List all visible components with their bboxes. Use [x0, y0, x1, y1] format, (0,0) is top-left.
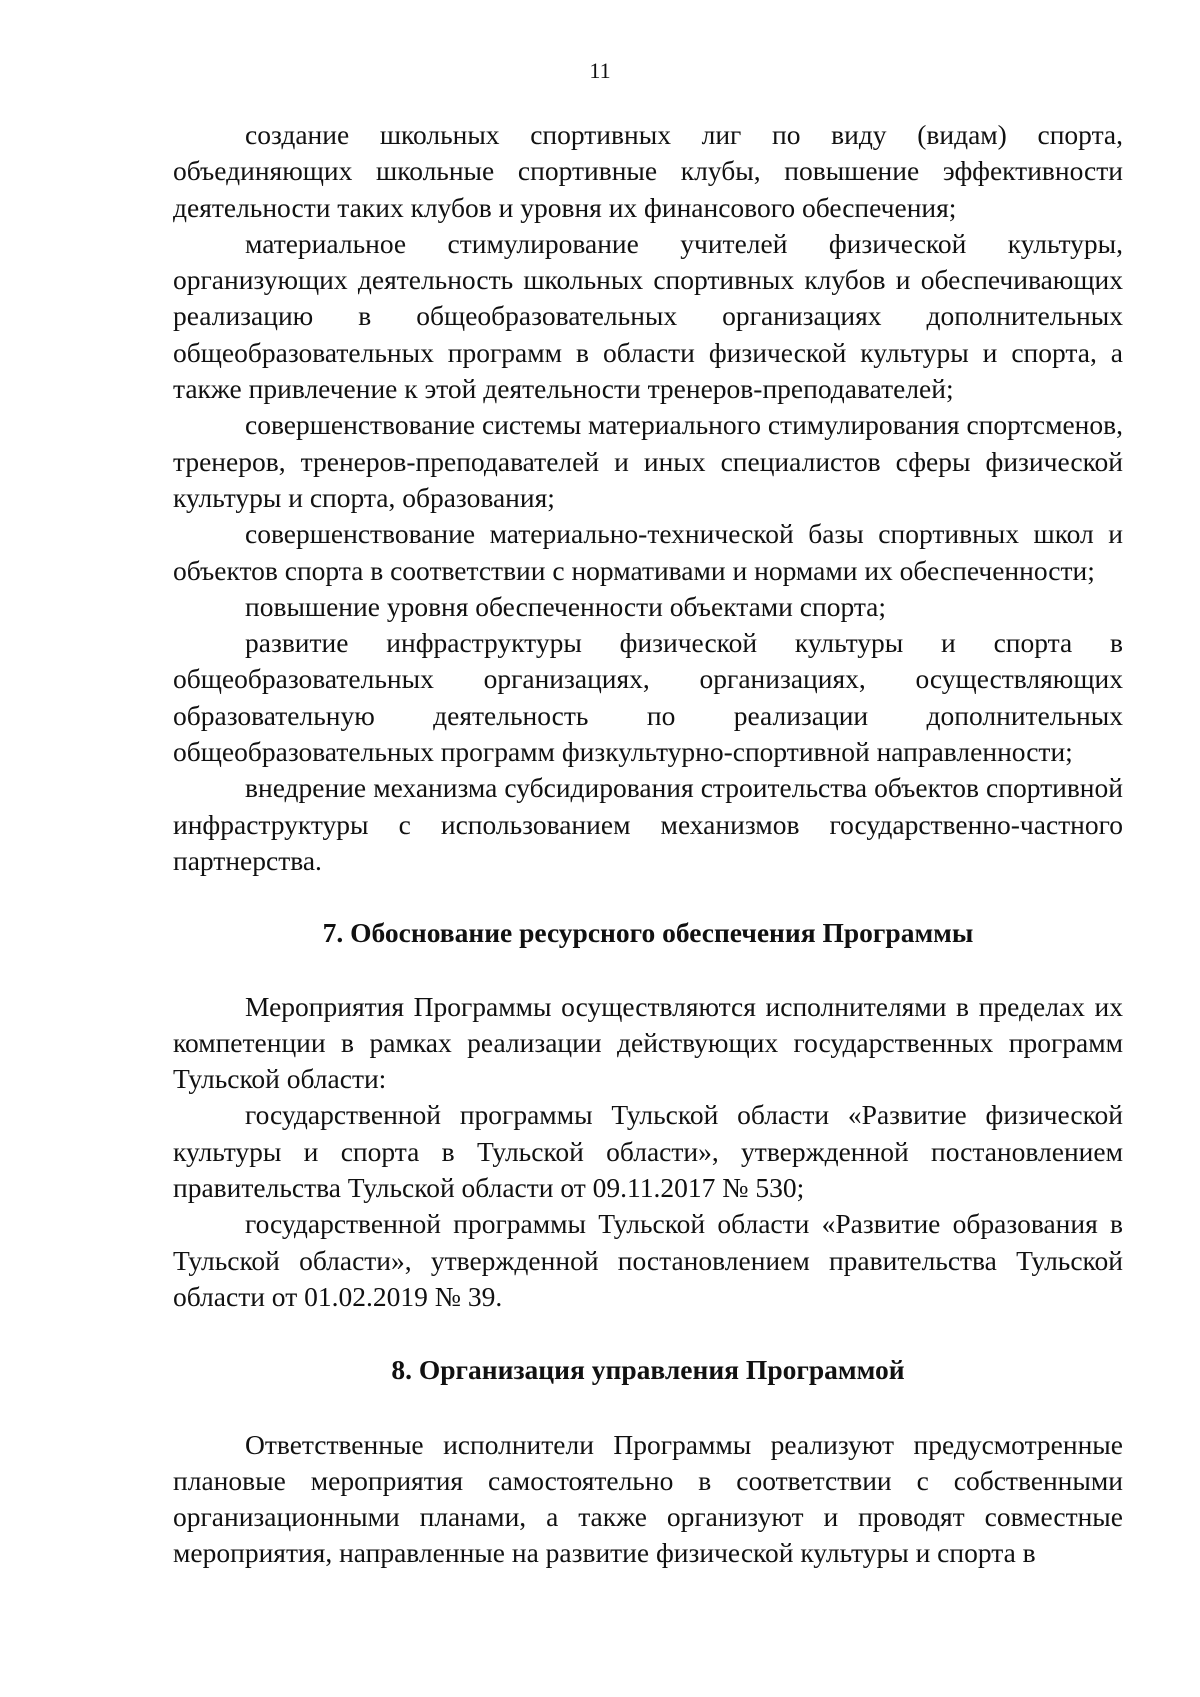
paragraph: внедрение механизма субсидирования строительства объектов спортивной инфраструктуры с использованием механизмов государственно-частного партнерства. [173, 772, 1123, 876]
paragraph: совершенствование материально-технической базы спортивных школ и объектов спорта в соответствии с нормативами и нормами их обеспеченности; [173, 518, 1123, 586]
section-7-heading: 7. Обоснование ресурсного обеспечения Программы [322, 917, 974, 949]
paragraph: Мероприятия Программы осуществляются исполнителями в пределах их компетенции в рамках реализации действующих государственных программ Тульской области: [173, 990, 1123, 1095]
page-number: 11 [589, 58, 611, 83]
paragraph: материальное стимулирование учителей физической культуры, организующих деятельность школьных спортивных клубов и обеспечивающих реализацию в общеобразовательных организациях дополнительных общеобразовательных программ в области физической культуры и спорта, а также привлечение к этой деятельности тренеров-преподавателей; [173, 227, 1123, 405]
paragraph: государственной программы Тульской области «Развитие образования в Тульской области», утвержденной постановлением правительства Тульской области от 01.02.2019 № 39. [173, 1208, 1123, 1312]
paragraph: совершенствование системы материального стимулирования спортсменов, тренеров, тренеров-преподавателей и иных специалистов сферы физической культуры и спорта, образования; [173, 409, 1124, 513]
document-body [173, 117, 1123, 1572]
section-8-heading: 8. Организация управления Программой [391, 1354, 905, 1386]
paragraph: государственной программы Тульской области «Развитие физической культуры и спорта в Тульской области», утвержденной постановлением правительства Тульской области от 09.11.2017 № 530; [173, 1099, 1123, 1204]
paragraph: развитие инфраструктуры физической культуры и спорта в общеобразовательных организациях, организациях, осуществляющих образовательную деятельность по реализации дополнительных общеобразовательных программ физкультурно-спортивной направленности; [173, 627, 1123, 768]
paragraph: Ответственные исполнители Программы реализуют предусмотренные плановые мероприятия самостоятельно в соответствии с собственными организационными планами, а также организуют и проводят совместные мероприятия, направленные на развитие физической культуры и спорта в [173, 1428, 1123, 1569]
paragraph: повышение уровня обеспеченности объектами спорта; [245, 590, 887, 622]
paragraph: создание школьных спортивных лиг по виду (видам) спорта, объединяющих школьные спортивные клубы, повышение эффективности деятельности таких клубов и уровня их финансового обеспечения; [173, 119, 1123, 223]
